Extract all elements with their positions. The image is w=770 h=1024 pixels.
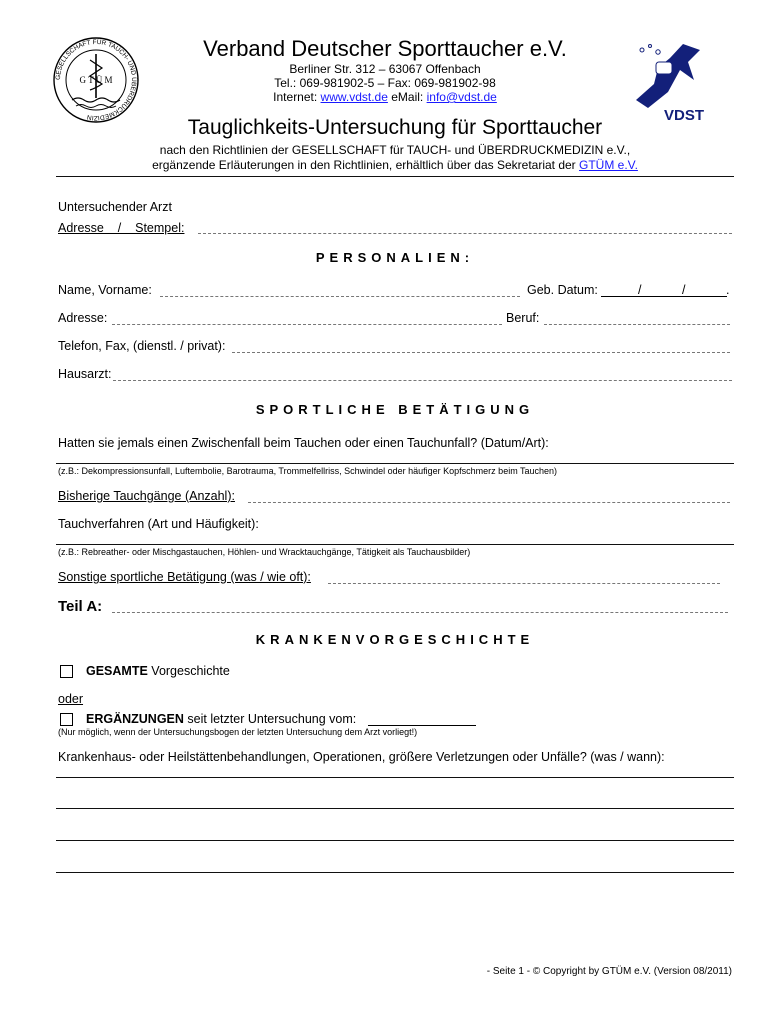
part-a-field[interactable] bbox=[112, 612, 728, 613]
examiner-address-field[interactable] bbox=[198, 233, 732, 234]
phone-field[interactable] bbox=[232, 352, 730, 353]
other-sport-field[interactable] bbox=[328, 583, 720, 584]
org-phone: Tel.: 069-981902-5 – Fax: 069-981902-98 bbox=[274, 76, 496, 90]
section-history: KRANKENVORGESCHICHTE bbox=[255, 632, 535, 647]
dives-label: Bisherige Tauchgänge (Anzahl): bbox=[58, 489, 235, 503]
part-a-label: Teil A: bbox=[58, 598, 103, 615]
subtitle-line1: nach den Richtlinien der GESELLSCHAFT für TAUCH- und ÜBERDRUCKMEDIZIN e.V., bbox=[159, 143, 631, 157]
org-name: Verband Deutscher Sporttaucher e.V. bbox=[203, 36, 567, 61]
email-link[interactable]: info@vdst.de bbox=[426, 90, 497, 104]
job-label: Beruf: bbox=[506, 311, 540, 325]
total-history-label bbox=[86, 664, 230, 678]
birthdate-sep1: / bbox=[638, 283, 642, 297]
subtitle-line2 bbox=[0, 157, 770, 173]
svg-text:GESELLSCHAFT FÜR TAUCH- UND ÜB: GESELLSCHAFT FÜR TAUCH- UND ÜBERDRUCKMEDIZIN bbox=[54, 38, 138, 122]
dives-field[interactable] bbox=[248, 502, 730, 503]
hospital-question: Krankenhaus- oder Heilstättenbehandlungen, Operationen, größere Verletzungen oder Unfälle? (was / wann): bbox=[58, 750, 665, 764]
other-sport-label: Sonstige sportliche Betätigung (was / wie oft): bbox=[58, 570, 311, 584]
additions-hint: (Nur möglich, wenn der Untersuchungsbogen der letzten Untersuchung dem Arzt vorliegt!) bbox=[58, 727, 418, 737]
birthdate-sep2: / bbox=[682, 283, 686, 297]
internet-label: Internet: bbox=[273, 90, 318, 104]
job-field[interactable] bbox=[544, 324, 730, 325]
svg-text:G T Ü M: G T Ü M bbox=[79, 75, 113, 85]
address-label: Adresse: bbox=[58, 311, 108, 325]
birthdate-label: Geb. Datum: bbox=[527, 283, 598, 297]
incident-question: Hatten sie jemals einen Zwischenfall beim Tauchen oder einen Tauchunfall? (Datum/Art): bbox=[58, 436, 549, 450]
incident-answer-line[interactable] bbox=[56, 463, 734, 464]
method-hint: (z.B.: Rebreather- oder Mischgastauchen, Höhlen- und Wracktauchgänge, Tätigkeit als Tauchausbilder) bbox=[58, 547, 471, 557]
incident-hint: (z.B.: Dekompressionsunfall, Luftembolie, Barotrauma, Trommelfellriss, Schwindel oder häufiger Kopfschmerz beim Tauchen) bbox=[58, 466, 558, 476]
address-field[interactable] bbox=[112, 324, 502, 325]
website-link[interactable]: www.vdst.de bbox=[320, 90, 388, 104]
section-personal: PERSONALIEN: bbox=[315, 250, 475, 265]
total-history-rest: Vorgeschichte bbox=[151, 664, 230, 678]
email-label: eMail: bbox=[391, 90, 424, 104]
section-sport: SPORTLICHE BETÄTIGUNG bbox=[255, 402, 535, 417]
phone-label: Telefon, Fax, (dienstl. / privat): bbox=[58, 339, 226, 353]
hospital-answer-line-3[interactable] bbox=[56, 840, 734, 841]
additions-bold: ERGÄNZUNGEN bbox=[86, 712, 184, 726]
examiner-label: Untersuchender Arzt bbox=[58, 200, 172, 214]
family-doctor-label: Hausarzt: bbox=[58, 367, 112, 381]
gtum-link[interactable]: GTÜM e.V. bbox=[579, 158, 638, 172]
family-doctor-field[interactable] bbox=[113, 380, 732, 381]
hospital-answer-line-1[interactable] bbox=[56, 777, 734, 778]
hospital-answer-line-4[interactable] bbox=[56, 872, 734, 873]
svg-text:VDST: VDST bbox=[663, 107, 705, 124]
form-title: Tauglichkeits-Untersuchung für Sporttaucher bbox=[187, 116, 603, 139]
total-history-bold: GESAMTE bbox=[86, 664, 148, 678]
additions-label bbox=[86, 712, 356, 726]
examiner-address-label: Adresse / Stempel: bbox=[58, 221, 185, 235]
or-label: oder bbox=[58, 692, 84, 706]
name-field[interactable] bbox=[160, 296, 520, 297]
hospital-answer-line-2[interactable] bbox=[56, 808, 734, 809]
total-history-checkbox[interactable] bbox=[60, 665, 73, 678]
additions-checkbox[interactable] bbox=[60, 713, 73, 726]
header-divider bbox=[56, 176, 734, 177]
subtitle-text: ergänzende Erläuterungen in den Richtlinien, erhältlich über das Sekretariat der bbox=[152, 158, 576, 172]
birthdate-end: . bbox=[726, 283, 730, 297]
page-footer: - Seite 1 - © Copyright by GTÜM e.V. (Version 08/2011) bbox=[486, 966, 732, 977]
org-address: Berliner Str. 312 – 63067 Offenbach bbox=[289, 62, 481, 76]
additions-date-field[interactable] bbox=[368, 725, 476, 726]
org-internet-line bbox=[0, 90, 770, 104]
additions-rest: seit letzter Untersuchung vom: bbox=[187, 712, 357, 726]
method-answer-line[interactable] bbox=[56, 544, 734, 545]
birthdate-field[interactable] bbox=[601, 296, 727, 297]
name-label: Name, Vorname: bbox=[58, 283, 152, 297]
method-label: Tauchverfahren (Art und Häufigkeit): bbox=[58, 517, 259, 531]
